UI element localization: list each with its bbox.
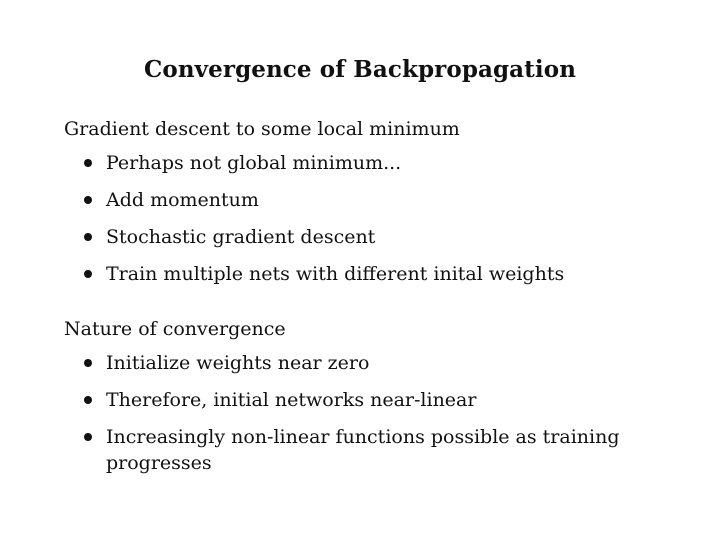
bullet-list [64, 150, 664, 287]
bullet-dot-icon [84, 233, 92, 241]
bullet-item [64, 424, 664, 476]
bullet-dot-icon [84, 196, 92, 204]
bullet-list [64, 350, 664, 476]
bullet-text: Therefore, initial networks near-linear [106, 389, 477, 411]
slide-title: Convergence of Backpropagation [143, 56, 577, 83]
bullet-item [64, 350, 664, 376]
bullet-text: Add momentum [106, 189, 259, 211]
section-heading: Nature of convergence [64, 318, 286, 340]
bullet-text: Perhaps not global minimum... [106, 152, 402, 174]
bullet-text: Increasingly non-linear functions possible as training progresses [106, 426, 620, 474]
bullet-dot-icon [84, 433, 92, 441]
bullet-item [64, 150, 664, 176]
section-gradient-descent [64, 116, 664, 298]
bullet-dot-icon [84, 359, 92, 367]
bullet-dot-icon [84, 159, 92, 167]
section-nature-of-convergence [64, 316, 664, 487]
bullet-item [64, 387, 664, 413]
bullet-text: Initialize weights near zero [106, 352, 370, 374]
bullet-item [64, 224, 664, 250]
section-heading: Gradient descent to some local minimum [64, 118, 460, 140]
bullet-dot-icon [84, 270, 92, 278]
bullet-dot-icon [84, 396, 92, 404]
bullet-text: Train multiple nets with different inital weights [106, 263, 565, 285]
bullet-text: Stochastic gradient descent [106, 226, 376, 248]
bullet-item [64, 261, 664, 287]
bullet-item [64, 187, 664, 213]
